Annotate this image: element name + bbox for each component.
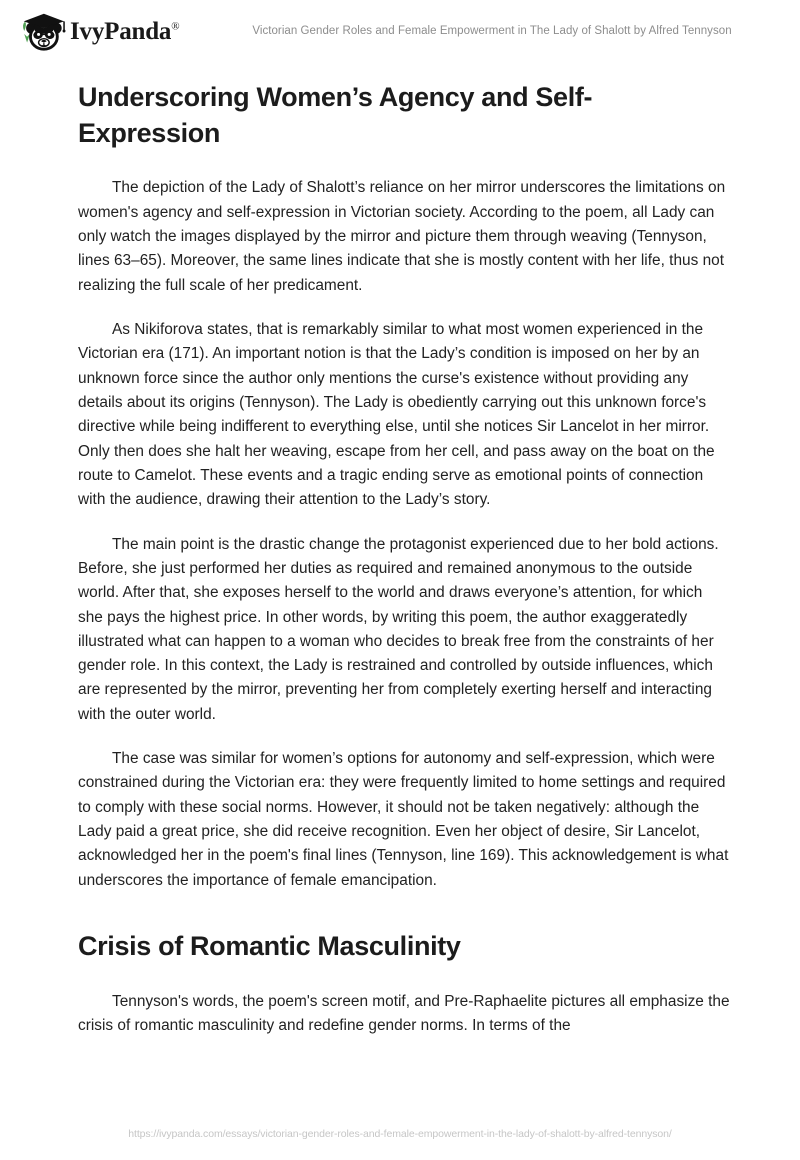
paragraph: As Nikiforova states, that is remarkably similar to what most women experienced in the Victorian era (171). An important notion is that the Lady’s condition is imposed on her by an unknown force since the author only mentions the curse's existence without providing any details about its origins (Tennyson). The Lady is obediently carrying out this unknown force's directive while being indifferent to everything else, until she notices Sir Lancelot in her mirror. Only then does she halt her weaving, escape from her cell, and pass away on the boat on the route to Camelot. These events and a tragic ending serve as emotional points of connection with the audience, drawing their attention to the Lady’s story. (78, 320, 715, 509)
panda-graduate-logo-icon (14, 7, 68, 55)
brand-wordmark (70, 19, 179, 44)
paragraph: The case was similar for women’s options for autonomy and self-expression, which were constrained during the Victorian era: they were frequently limited to home settings and required to comply with these social norms. However, it should not be taken negatively: although the Lady paid a great price, she did receive recognition. Even her object of desire, Sir Lancelot, acknowledged her in the poem's final lines (Tennyson, line 169). This acknowledgement is what underscores the importance of female emancipation. (78, 750, 729, 889)
page-footer (0, 1124, 800, 1142)
registered-mark: ® (171, 20, 180, 33)
brand-logo-link[interactable] (14, 7, 204, 55)
footer-source-url[interactable]: https://ivypanda.com/essays/victorian-gender-roles-and-female-empowerment-in-the-lady-of-shalott-by-alfred-tennyson/ (128, 1128, 672, 1140)
section-heading-2: Crisis of Romantic Masculinity (78, 931, 461, 962)
section-heading-1: Underscoring Women’s Agency and Self-Expression (78, 82, 593, 148)
brand-name-text: IvyPanda (70, 17, 172, 45)
document-body (0, 62, 800, 1038)
document-title-header: Victorian Gender Roles and Female Empowerment in The Lady of Shalott by Alfred Tennyson (252, 25, 732, 37)
paragraph: The depiction of the Lady of Shalott’s reliance on her mirror underscores the limitations on women's agency and self-expression in Victorian society. According to the poem, all Lady can only watch the images displayed by the mirror and picture them through weaving (Tennyson, lines 63–65). Moreover, the same lines indicate that she is mostly content with her life, thus not realizing the full scale of her predicament. (78, 179, 726, 294)
content-column (78, 80, 730, 1038)
paragraph: The main point is the drastic change the protagonist experienced due to her bold actions. Before, she just performed her duties as required and remained anonymous to the outside world. After that, she exposes herself to the world and draws everyone’s attention, for which she pays the highest price. In other words, by writing this poem, the author exaggeratedly illustrated what can happen to a woman who decides to break free from the constraints of her gender role. In this context, the Lady is restrained and controlled by outside influences, which are represented by the mirror, preventing her from completely exerting herself and interacting with the outer world. (78, 535, 719, 723)
page-header (0, 0, 800, 62)
paragraph: Tennyson's words, the poem's screen motif, and Pre-Raphaelite pictures all emphasize the crisis of romantic masculinity and redefine gender norms. In terms of the (78, 992, 730, 1035)
